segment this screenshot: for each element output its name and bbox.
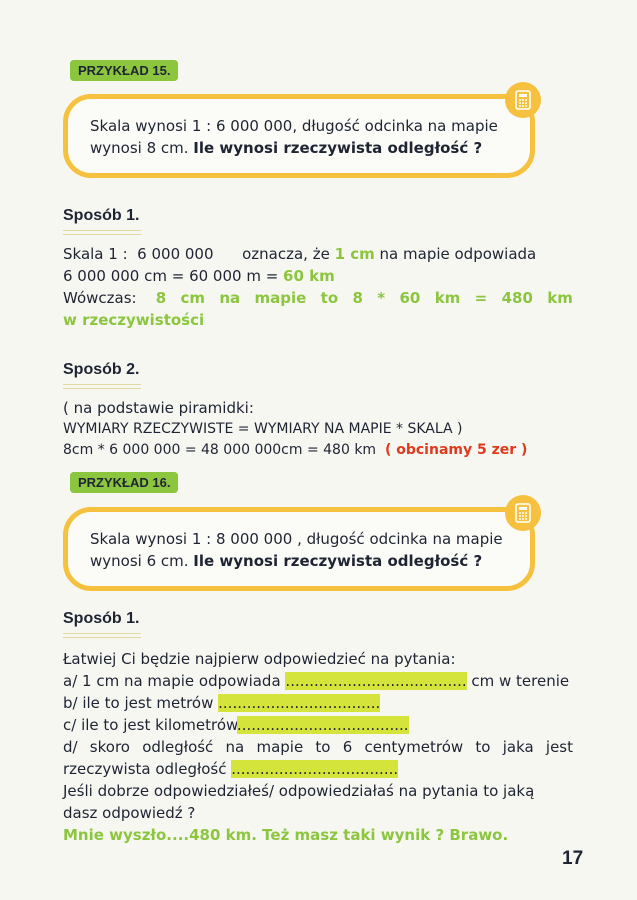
example-15-text2: wynosi 8 cm. Ile wynosi rzeczywista odległość ? [90, 139, 483, 157]
example-16-badge: PRZYKŁAD 16. [70, 472, 178, 493]
answer-blank-b[interactable]: .................................. [218, 694, 381, 712]
example-15-text: Skala wynosi 1 : 6 000 000, długość odcinka na mapie [90, 117, 498, 135]
method-1-line-4: w rzeczywistości [63, 311, 205, 329]
heading-underline [63, 384, 141, 389]
heading-underline [63, 230, 141, 235]
example-15-question: Ile wynosi rzeczywista odległość ? [193, 139, 483, 157]
example-16-text2: wynosi 6 cm. Ile wynosi rzeczywista odległość ? [90, 552, 483, 570]
question-a: a/ 1 cm na mapie odpowiada ...................................... cm w terenie [63, 672, 570, 690]
method-1-heading: Sposób 1. [63, 207, 140, 224]
answer-blank-a[interactable]: ...................................... [285, 672, 467, 690]
calculator-icon [505, 495, 541, 531]
question-d-cont: rzeczywista odległość ................................... [63, 760, 399, 778]
method-2-line-2: WYMIARY RZECZYWISTE = WYMIARY NA MAPIE * SKALA ) [63, 421, 463, 437]
example-15-box [63, 94, 535, 178]
method-2-line-1: ( na podstawie piramidki: [63, 399, 254, 417]
question-b: b/ ile to jest metrów .................................. [63, 694, 381, 712]
method-2-line-3: 8cm * 6 000 000 = 48 000 000cm = 480 km ( obcinamy 5 zer ) [63, 442, 528, 458]
final-answer: Mnie wyszło....480 km. Też masz taki wynik ? Brawo. [63, 826, 509, 844]
method-1b-heading: Sposób 1. [63, 610, 140, 627]
page-number: 17 [562, 848, 584, 869]
calculator-icon [505, 82, 541, 118]
closing-line-2: dasz odpowiedź ? [63, 804, 196, 822]
answer-blank-c[interactable]: .................................... [236, 716, 409, 734]
method-1-line-2: 6 000 000 cm = 60 000 m = 60 km [63, 267, 335, 285]
questions-intro: Łatwiej Ci będzie najpierw odpowiedzieć na pytania: [63, 650, 456, 668]
heading-underline [63, 633, 141, 638]
example-16-text: Skala wynosi 1 : 8 000 000 , długość odcinka na mapie [90, 530, 503, 548]
example-16-box [63, 507, 535, 591]
method-2-heading: Sposób 2. [63, 361, 140, 378]
method-1-line-3: Wówczas: 8 cm na mapie to 8 * 60 km = 480 km [63, 289, 573, 307]
example-16-question: Ile wynosi rzeczywista odległość ? [193, 552, 483, 570]
method-1-line-1: Skala 1 : 6 000 000 oznacza, że 1 cm na mapie odpowiada [63, 245, 537, 263]
question-d: d/ skoro odległość na mapie to 6 centymetrów to jaka jest [63, 738, 573, 756]
answer-blank-d[interactable]: ................................... [231, 760, 399, 778]
example-15-badge: PRZYKŁAD 15. [70, 60, 178, 81]
question-c: c/ ile to jest kilometrów.................................... [63, 716, 409, 734]
closing-line-1: Jeśli dobrze odpowiedziałeś/ odpowiedziałaś na pytania to jaką [63, 782, 535, 800]
